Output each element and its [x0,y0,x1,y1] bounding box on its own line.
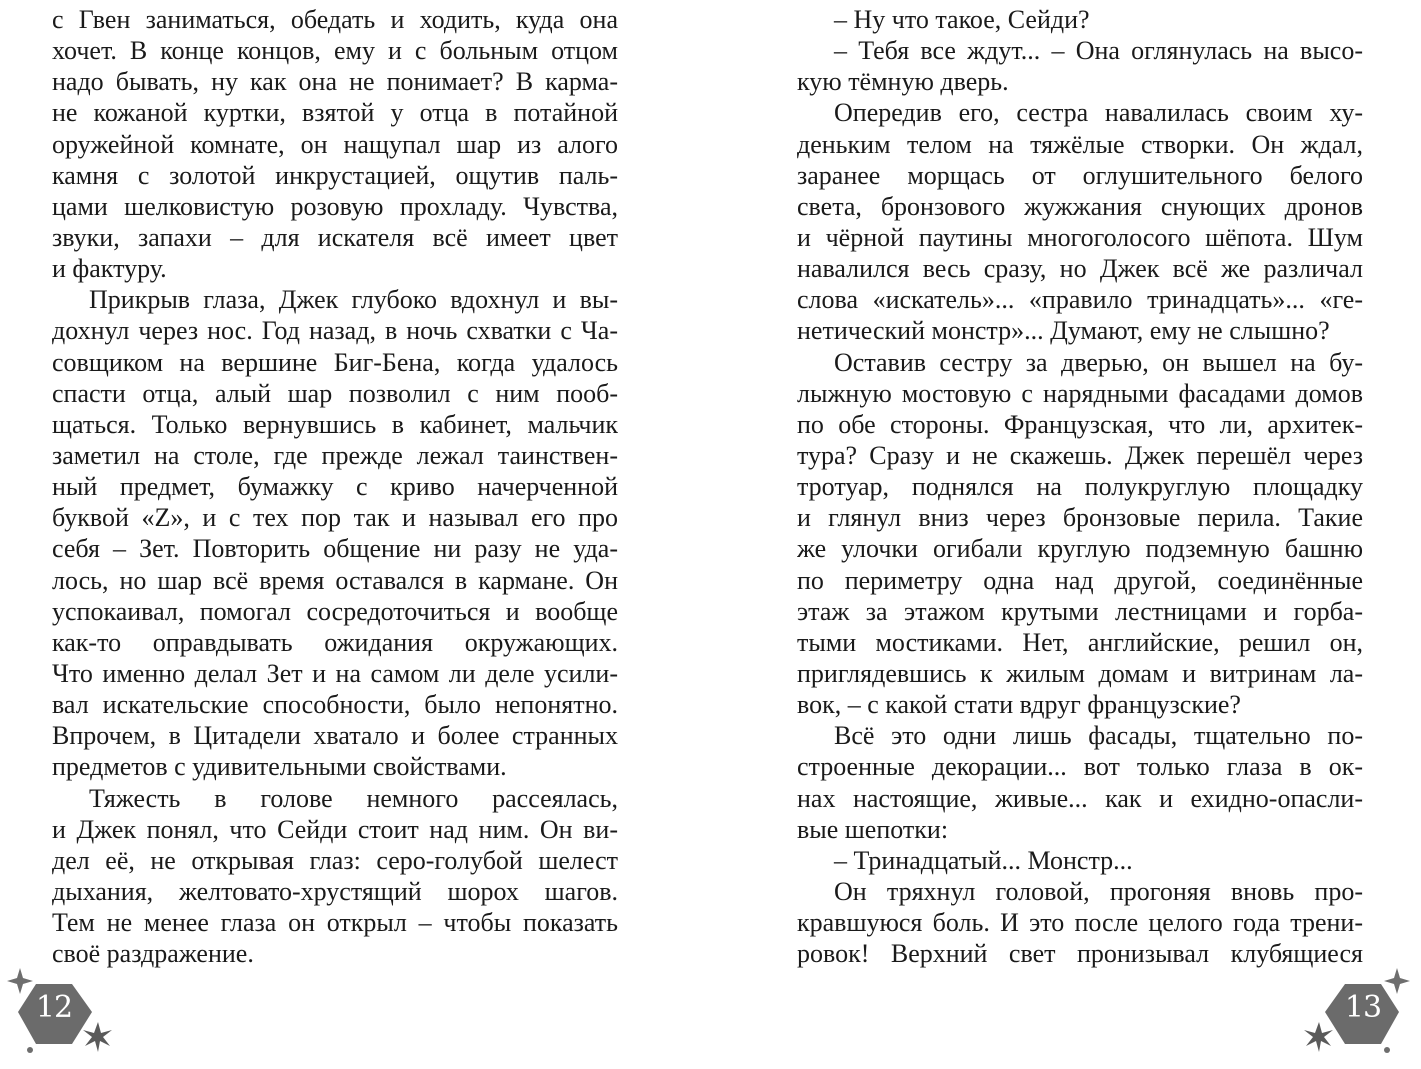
text-line: заранее морщась от оглушительного белого [797,160,1363,190]
text-line: предметов с удивительными свойствами. [52,752,507,782]
page-number: 12 [35,990,73,1025]
text-line: по периметру одна над другой, соединённые [797,565,1363,595]
page-number-badge [1301,964,1411,1064]
text-line: Впрочем, в Цитадели хватало и более странных [52,721,618,751]
text-line: – Ну что такое, Сейди? [834,5,1090,34]
text-line: и глянул вниз через бронзовые перила. Такие [797,503,1363,533]
text-line: приглядевшись к жилым домам и витринам ла- [797,658,1363,688]
text-line: тура? Сразу и не скажешь. Джек перешёл через [797,440,1363,470]
text-line: нах настоящие, живые... как и ехидно-опасли- [797,783,1363,813]
text-line: лыжную мостовую с нарядными фасадами домов [797,378,1363,408]
left-page [0,0,710,1069]
text-line: лось, но шар всё время оставался в кармане. Он [52,565,618,595]
text-line: вые шепотки: [797,814,949,844]
text-line: по обе стороны. Французская, что ли, архитек- [797,409,1363,439]
text-line: Опередив его, сестра навалилась своим ху- [834,98,1363,128]
text-line: не кожаной куртки, взятой у отца в потайной [52,98,618,128]
text-line: кую тёмную дверь. [797,67,1009,97]
text-line: хочет. В конце концов, ему и с больным отцом [52,36,618,66]
text-line: своё раздражение. [52,939,254,969]
page-number-badge [6,964,116,1064]
text-line: Тем не менее глаза он открыл – чтобы показать [52,908,618,938]
text-line: дохнул через нос. Год назад, в ночь схватки с Ча- [52,316,618,346]
text-line: звуки, запахи – для искателя всё имеет цвет [52,222,618,252]
text-line: – Тебя все ждут... – Она оглянулась на высо- [834,36,1363,66]
text-line: ный предмет, бумажку с криво начерченной [52,472,618,502]
text-line: нетический монстр»... Думают, ему не слышно? [797,316,1330,346]
text-line: с Гвен заниматься, обедать и ходить, куда она [52,5,618,34]
text-line: этаж за этажом крутыми лестницами и горба- [797,596,1363,626]
text-line: кравшуюся боль. И это после целого года трени- [797,908,1363,938]
text-line: вал искательские способности, было непонятно. [52,690,618,720]
text-line: как-то оправдывать ожидания окружающих. [52,627,618,657]
text-line: Что именно делал Зет и на самом ли деле усили- [52,658,618,688]
text-line: же улочки огибали круглую подземную башню [797,534,1363,564]
text-line: камня с золотой инкрустацией, ощутив паль- [52,160,618,190]
text-line: надо бывать, ну как она не понимает? В карма- [52,67,618,97]
text-line: света, бронзового жужжания снующих дронов [797,191,1363,221]
text-line: дел её, не открывая глаз: серо-голубой шелест [52,845,618,875]
right-page-text [797,4,1363,969]
text-line: слова «искатель»... «правило тринадцать»... «ге- [797,285,1363,315]
text-line: Он тряхнул головой, прогоняя вновь про- [834,876,1363,906]
text-line: спасти отца, алый шар позволил с ним пооб- [52,378,618,408]
text-line: Прикрыв глаза, Джек глубоко вдохнул и вы- [89,285,618,315]
text-line: и фактуру. [52,254,167,284]
text-line: Всё это одни лишь фасады, тщательно по- [834,721,1363,751]
text-line: тротуар, поднялся на полукруглую площадку [797,472,1363,502]
text-line: оружейной комнате, он нащупал шар из алого [52,129,618,159]
text-line: и Джек понял, что Сейди стоит над ним. Он ви- [52,814,618,844]
text-line: навалился весь сразу, но Джек всё же различал [797,254,1363,284]
text-line: ровок! Верхний свет пронизывал клубящиеся [797,939,1363,969]
text-line: цами шелковистую розовую прохладу. Чувства, [52,191,618,221]
text-line: успокаивал, помогал сосредоточиться и вообще [52,596,618,626]
text-line: заметил на столе, где прежде лежал таинствен- [52,440,618,470]
text-line: строенные декорации... вот только глаза в ок- [797,752,1363,782]
text-line: и чёрной паутины многоголосого шёпота. Шум [797,222,1363,252]
left-page-text [52,4,618,969]
text-line: себя – Зет. Повторить общение ни разу не уда- [52,534,618,564]
text-line: буквой «Z», и с тех пор так и называл его про [52,503,618,533]
text-line: – Тринадцатый... Монстр... [834,845,1133,875]
text-line: щаться. Только вернувшись в кабинет, мальчик [52,409,618,439]
text-line: Тяжесть в голове немного рассеялась, [89,783,618,813]
text-line: Оставив сестру за дверью, он вышел на бу- [834,347,1363,377]
right-page [711,0,1421,1069]
text-line: вок, – с какой стати вдруг французские? [797,690,1241,720]
text-line: совщиком на вершине Биг-Бена, когда удалось [52,347,618,377]
text-line: деньким телом на тяжёлые створки. Он ждал, [797,129,1363,159]
page-number: 13 [1344,990,1382,1025]
text-line: дыхания, желтовато-хрустящий шорох шагов. [52,876,618,906]
text-line: тыми мостиками. Нет, английские, решил он, [797,627,1363,657]
